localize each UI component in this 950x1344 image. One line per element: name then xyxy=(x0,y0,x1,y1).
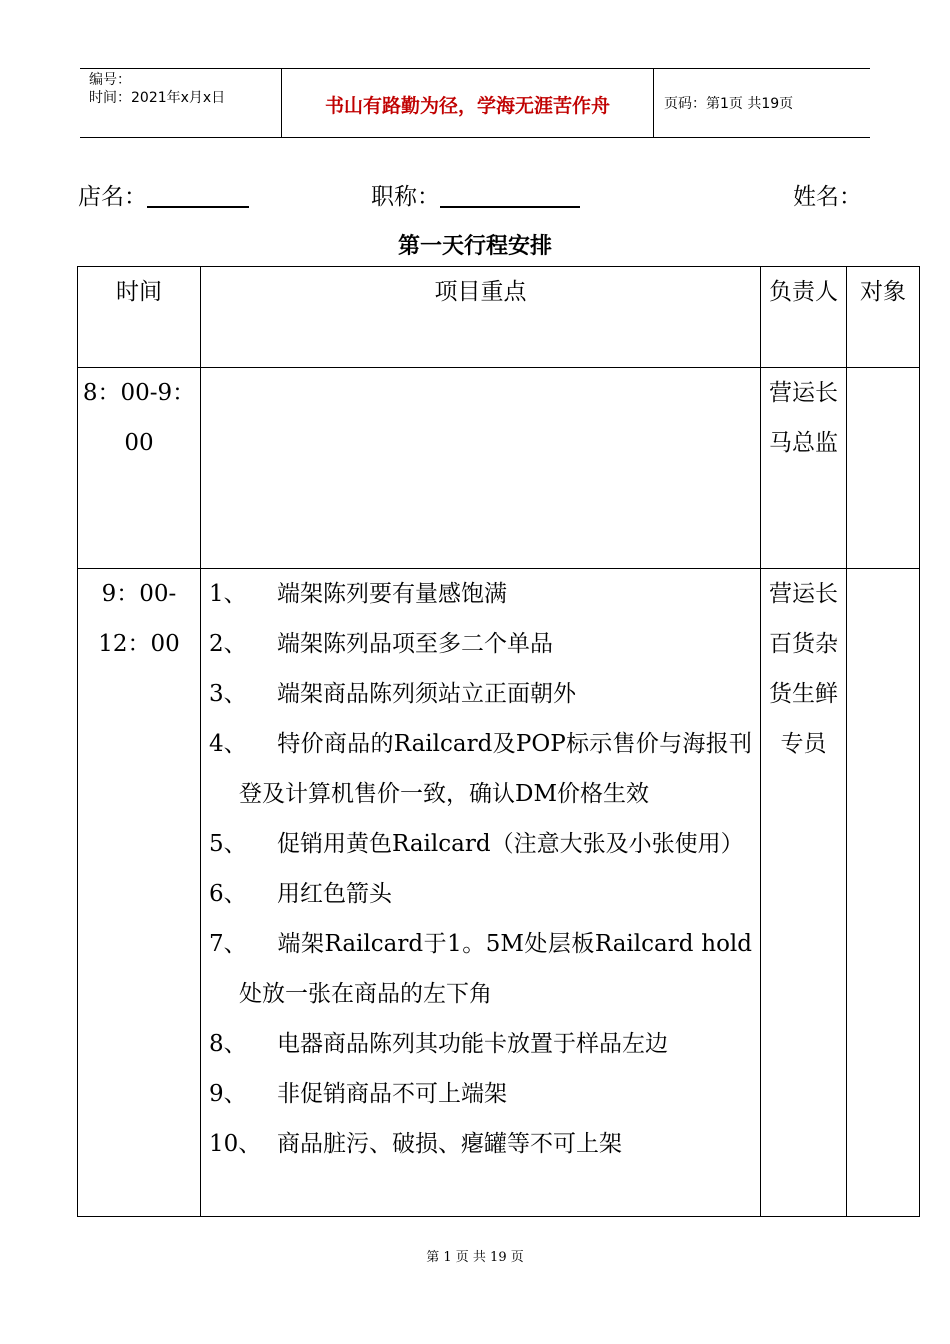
focus-item xyxy=(209,1119,752,1169)
store-label: 店名： xyxy=(78,184,147,210)
focus-item-text: 端架商品陈列须站立正面朝外 xyxy=(277,681,576,707)
page-title: 第一天行程安排 xyxy=(397,234,552,259)
title-field xyxy=(371,178,580,211)
page-footer: 第 1 页 共 19 页 xyxy=(426,1250,524,1265)
row-time: 8：00-9：00 xyxy=(78,368,201,569)
focus-item-number: 8、 xyxy=(209,1031,247,1057)
row-focus xyxy=(201,368,761,569)
document-header xyxy=(80,68,870,138)
focus-item-number: 10、 xyxy=(209,1131,262,1157)
store-field xyxy=(78,178,249,211)
focus-item-text: 商品脏污、破损、瘪罐等不可上架 xyxy=(277,1131,622,1157)
focus-item-text: 端架Railcard于1。5M处层板Railcard hold处放一张在商品的左下角 xyxy=(239,931,752,1007)
focus-item-number: 1、 xyxy=(209,581,247,607)
table-header-row xyxy=(78,267,920,368)
row-target xyxy=(847,368,920,569)
focus-item xyxy=(209,719,752,819)
position-label: 职称： xyxy=(371,184,440,210)
focus-item xyxy=(209,619,752,669)
focus-item-number: 4、 xyxy=(209,731,247,757)
row-owner: 营运长马总监 xyxy=(761,368,847,569)
table-row xyxy=(78,569,920,1217)
page-info: 页码：第1页 共19页 xyxy=(664,96,794,112)
table-row xyxy=(78,368,920,569)
row-time: 9：00-12：00 xyxy=(78,569,201,1217)
focus-item-number: 6、 xyxy=(209,881,247,907)
name-field xyxy=(793,178,862,211)
header-time: 时间 xyxy=(78,267,201,368)
row-target xyxy=(847,569,920,1217)
focus-item-text: 非促销商品不可上端架 xyxy=(277,1081,507,1107)
focus-item-number: 7、 xyxy=(209,931,247,957)
header-focus: 项目重点 xyxy=(201,267,761,368)
header-meta xyxy=(80,69,282,137)
focus-item xyxy=(209,1019,752,1069)
focus-item xyxy=(209,1069,752,1119)
header-owner: 负责人 xyxy=(761,267,847,368)
focus-item xyxy=(209,819,752,869)
focus-item-text: 促销用黄色Railcard（注意大张及小张使用） xyxy=(277,831,744,857)
focus-item-text: 电器商品陈列其功能卡放置于样品左边 xyxy=(277,1031,668,1057)
position-blank[interactable] xyxy=(440,180,580,208)
focus-item-text: 特价商品的Railcard及POP标示售价与海报刊登及计算机售价一致，确认DM价格生效 xyxy=(239,731,752,807)
focus-item xyxy=(209,669,752,719)
focus-item-text: 用红色箭头 xyxy=(277,881,392,907)
focus-item-text: 端架陈列品项至多二个单品 xyxy=(277,631,553,657)
name-label: 姓名： xyxy=(793,184,862,210)
form-fields xyxy=(78,178,868,210)
schedule-table xyxy=(77,266,920,1217)
focus-item-number: 2、 xyxy=(209,631,247,657)
motto: 书山有路勤为径，学海无涯苦作舟 xyxy=(282,69,654,137)
focus-item-number: 9、 xyxy=(209,1081,247,1107)
focus-item xyxy=(209,869,752,919)
header-target: 对象 xyxy=(847,267,920,368)
row-owner: 营运长百货杂货生鲜专员 xyxy=(761,569,847,1217)
number-label: 编号： xyxy=(89,72,131,88)
focus-item xyxy=(209,919,752,1019)
focus-item-number: 3、 xyxy=(209,681,247,707)
row-focus xyxy=(201,569,761,1217)
store-blank[interactable] xyxy=(147,180,249,208)
date-label: 时间：2021年x月x日 xyxy=(89,90,226,106)
focus-item-list xyxy=(201,569,760,1169)
focus-item-number: 5、 xyxy=(209,831,247,857)
focus-item-text: 端架陈列要有量感饱满 xyxy=(277,581,507,607)
focus-item xyxy=(209,569,752,619)
